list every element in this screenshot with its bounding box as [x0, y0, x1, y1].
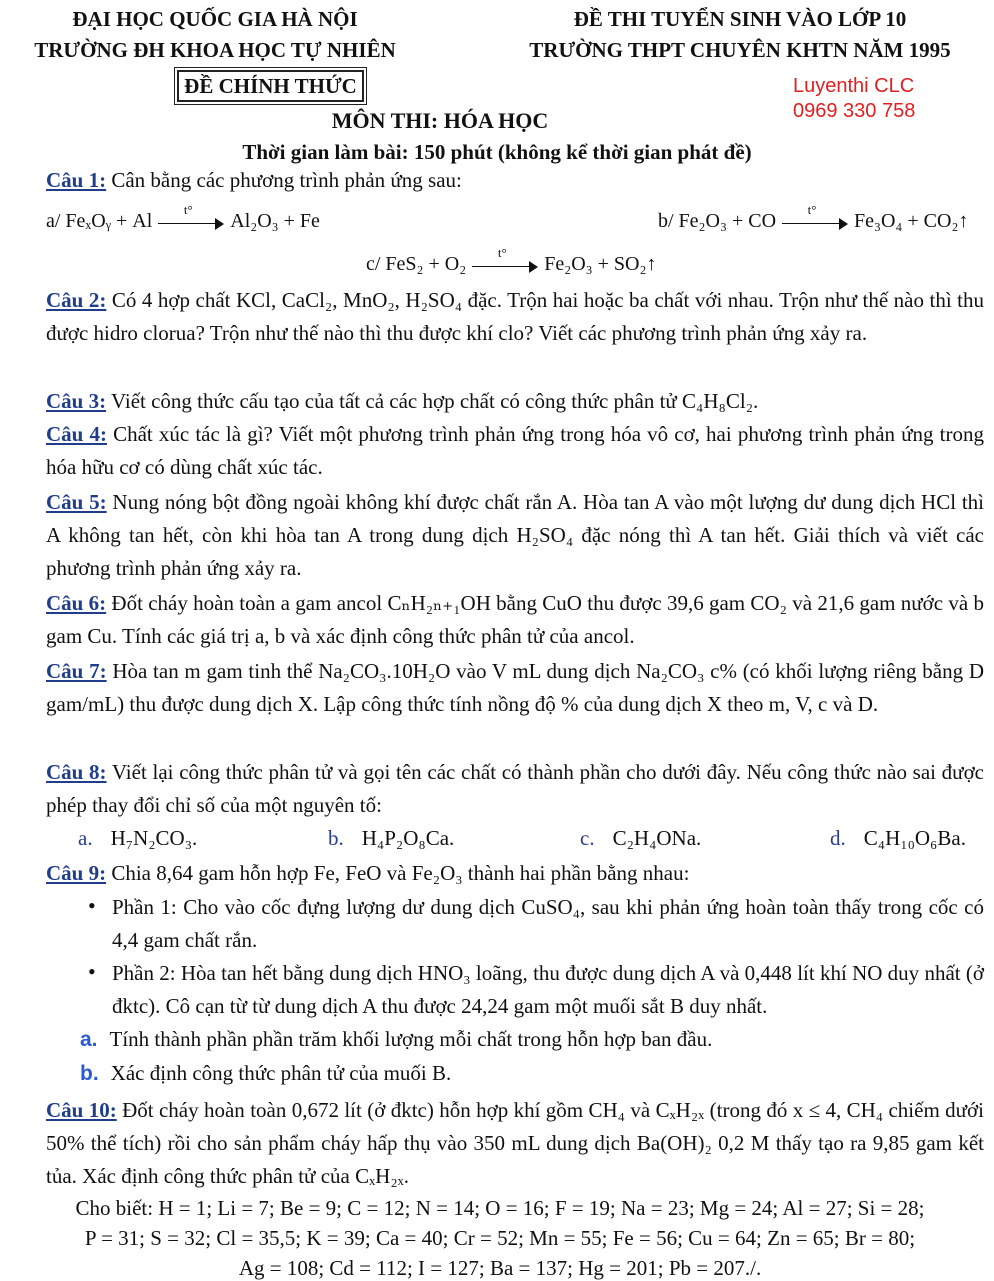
option-letter: d. — [830, 826, 846, 850]
equation-a — [46, 201, 320, 233]
question-text: Viết lại công thức phân tử và gọi tên các chất có thành phần cho dưới đây. Nếu công thức nào sai được phép thay đổi chỉ số của một nguyên tố: — [46, 760, 984, 817]
exam-title: ĐỀ THI TUYỂN SINH VÀO LỚP 10 — [573, 7, 907, 31]
sub-question-b — [80, 1061, 451, 1086]
exam-header — [486, 4, 994, 66]
part-1-text: Phần 1: Cho vào cốc đựng lượng dư dung dịch CuSO₄, sau khi phản ứng hoàn toàn thấy trong cốc có 4,4 gam chất rắn. — [112, 895, 984, 952]
heat-condition: t° — [183, 201, 193, 217]
sub-question-a — [80, 1027, 712, 1052]
question-label: Câu 8: — [46, 760, 107, 784]
question-text: Hòa tan m gam tinh thể Na₂CO₃.10H₂O vào V mL dung dịch Na₂CO₃ c% (có khối lượng riêng bằng D gam/mL) thu được dung dịch X. Lập công thức tính nồng độ % của dung dịch X theo m, V, c và D. — [46, 659, 984, 716]
sub-letter: b. — [80, 1062, 99, 1085]
equation-reactants: b/ Fe₂O₃ + CO — [658, 210, 777, 232]
question-6 — [46, 587, 984, 653]
bullet-icon: • — [88, 893, 96, 918]
equation-products: Al₂O₃ + Fe — [230, 210, 320, 232]
question-10 — [46, 1094, 984, 1193]
question-text: Nung nóng bột đồng ngoài không khí được chất rắn A. Hòa tan A vào một lượng dư dung dịch HCl thì A không tan hết, còn khi hòa tan A trong dung dịch H₂SO₄ đặc nóng thì A tan hết. Giải thích và viết các phương trình phản ứng xảy ra. — [46, 490, 984, 580]
faculty-name: TRƯỜNG ĐH KHOA HỌC TỰ NHIÊN — [34, 38, 396, 62]
sub-text: Xác định công thức phân tử của muối B. — [110, 1061, 452, 1085]
question-text: Có 4 hợp chất KCl, CaCl₂, MnO₂, H₂SO₄ đặc. Trộn hai hoặc ba chất với nhau. Trộn như thế nào thì thu được hidro clorua? Trộn như thế nào thì thu được khí clo? Viết các phương trình phản ứng xảy ra. — [46, 288, 984, 345]
equation-products: Fe₂O₃ + SO₂↑ — [544, 253, 657, 275]
option-a — [78, 826, 197, 851]
promo-name: Luyenthi CLC — [793, 75, 915, 97]
equation-products: Fe₃O₄ + CO₂↑ — [854, 210, 969, 232]
subject-title: MÔN THI: HÓA HỌC — [331, 108, 549, 133]
option-d — [830, 826, 966, 851]
exam-duration: Thời gian làm bài: 150 phút (không kể thời gian phát đề) — [242, 140, 752, 164]
option-text: C₂H₄ONa. — [612, 826, 702, 850]
option-letter: b. — [328, 826, 344, 850]
question-label: Câu 1: — [46, 168, 107, 192]
official-exam-badge: ĐỀ CHÍNH THỨC — [177, 70, 364, 102]
question-text: Chia 8,64 gam hỗn hợp Fe, FeO và Fe₂O₃ thành hai phần bằng nhau: — [106, 861, 690, 885]
reaction-arrow-icon — [472, 244, 538, 275]
question-1 — [46, 168, 462, 193]
university-name: ĐẠI HỌC QUỐC GIA HÀ NỘI — [72, 7, 358, 31]
equation-reactants: c/ FeS₂ + O₂ — [366, 253, 467, 275]
part-2-text: Phần 2: Hòa tan hết bằng dung dịch HNO₃ loãng, thu được dung dịch A và 0,448 lít khí NO duy nhất (ở đktc). Cô cạn từ từ dung dịch A thu được 24,24 gam một muối sắt B duy nhất. — [112, 961, 984, 1018]
question-8 — [46, 756, 984, 822]
equation-b — [658, 201, 969, 233]
reaction-arrow-icon — [782, 201, 848, 232]
question-label: Câu 10: — [46, 1098, 117, 1122]
atomic-mass-line-2: P = 31; S = 32; Cl = 35,5; K = 39; Ca = 40; Cr = 52; Mn = 55; Fe = 56; Cu = 64; Zn = 65; Br = 80; — [84, 1226, 916, 1250]
question-5 — [46, 486, 984, 585]
question-label: Câu 9: — [46, 861, 107, 885]
equation-c — [366, 244, 657, 276]
question-3 — [46, 385, 984, 418]
question-label: Câu 5: — [46, 490, 107, 514]
question-label: Câu 6: — [46, 591, 107, 615]
option-b — [328, 826, 454, 851]
option-text: H₇N₂CO₃. — [110, 826, 198, 850]
reaction-arrow-icon — [158, 201, 224, 232]
school-name: TRƯỜNG THPT CHUYÊN KHTN NĂM 1995 — [529, 38, 951, 62]
university-header — [0, 4, 430, 66]
question-9 — [46, 857, 984, 890]
option-c — [580, 826, 701, 851]
equation-reactants: a/ FeₓOᵧ + Al — [46, 210, 153, 232]
option-letter: c. — [580, 826, 595, 850]
question-text: Cân bằng các phương trình phản ứng sau: — [106, 168, 462, 192]
question-label: Câu 3: — [46, 389, 107, 413]
option-text: C₄H₁₀O₆Ba. — [863, 826, 966, 850]
question-text: Viết công thức cấu tạo của tất cả các hợp chất có công thức phân tử C₄H₈Cl₂. — [106, 389, 759, 413]
heat-condition: t° — [807, 201, 817, 217]
bullet-icon: • — [88, 959, 96, 984]
question-label: Câu 2: — [46, 288, 107, 312]
question-text: Đốt cháy hoàn toàn a gam ancol CₙH₂ₙ₊₁OH bằng CuO thu được 39,6 gam CO₂ và 21,6 gam nước và b gam Cu. Tính các giá trị a, b và xác định công thức phân tử của ancol. — [46, 591, 984, 648]
question-2 — [46, 284, 984, 350]
question-text: Đốt cháy hoàn toàn 0,672 lít (ở đktc) hỗn hợp khí gồm CH₄ và CₓH₂ₓ (trong đó x ≤ 4, CH₄ chiếm dưới 50% thể tích) rồi cho sản phẩm cháy hấp thụ vào 350 mL dung dịch Ba(OH)₂ 0,2 M thấy tạo ra 9,85 gam kết tủa. Xác định công thức phân tử của CₓH₂ₓ. — [46, 1098, 984, 1188]
question-7 — [46, 655, 984, 721]
heat-condition: t° — [497, 244, 507, 260]
question-label: Câu 7: — [46, 659, 107, 683]
option-text: H₄P₂O₈Ca. — [361, 826, 455, 850]
question-4 — [46, 418, 984, 484]
question-text: Chất xúc tác là gì? Viết một phương trình phản ứng trong hóa vô cơ, hai phương trình phản ứng trong hóa hữu cơ có dùng chất xúc tác. — [46, 422, 984, 479]
atomic-mass-line-3: Ag = 108; Cd = 112; I = 127; Ba = 137; Hg = 201; Pb = 207./. — [238, 1256, 762, 1280]
sub-letter: a. — [80, 1028, 98, 1051]
option-letter: a. — [78, 826, 93, 850]
question-label: Câu 4: — [46, 422, 107, 446]
promo-phone: 0969 330 758 — [793, 100, 916, 122]
sub-text: Tính thành phần phần trăm khối lượng mỗi chất trong hỗn hợp ban đầu. — [109, 1027, 713, 1051]
atomic-mass-line-1: Cho biết: H = 1; Li = 7; Be = 9; C = 12; N = 14; O = 16; F = 19; Na = 23; Mg = 24; Al = 27; Si = 28; — [75, 1196, 925, 1220]
